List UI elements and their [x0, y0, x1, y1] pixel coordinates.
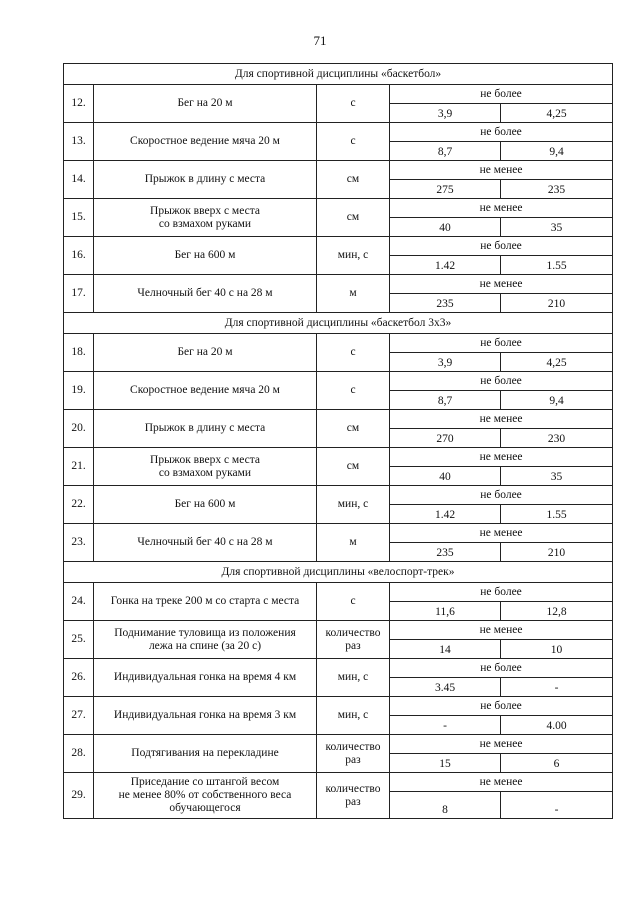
- value-girls: 1.55: [501, 505, 613, 524]
- value-girls: 4,25: [501, 353, 613, 372]
- value-girls: 35: [501, 218, 613, 237]
- value-girls: 230: [501, 429, 613, 448]
- test-name: Бег на 20 м: [94, 85, 317, 123]
- page-number: 71: [313, 33, 327, 48]
- unit: см: [317, 199, 390, 237]
- condition: не менее: [390, 161, 613, 180]
- value-boys: 3,9: [390, 353, 501, 372]
- test-name: Бег на 600 м: [94, 486, 317, 524]
- row-number: 17.: [64, 275, 94, 313]
- row-number: 21.: [64, 448, 94, 486]
- row-number: 24.: [64, 583, 94, 621]
- value-girls: 4.00: [501, 716, 613, 735]
- condition: не более: [390, 583, 613, 602]
- unit: мин, с: [317, 659, 390, 697]
- table-row: [64, 659, 613, 678]
- row-number: 19.: [64, 372, 94, 410]
- table-row: [64, 486, 613, 505]
- section-header-row: [64, 313, 613, 334]
- value-girls: 210: [501, 543, 613, 562]
- value-girls: 4,25: [501, 104, 613, 123]
- value-girls: 9,4: [501, 391, 613, 410]
- test-name: Скоростное ведение мяча 20 м: [94, 123, 317, 161]
- row-number: 12.: [64, 85, 94, 123]
- condition: не более: [390, 237, 613, 256]
- test-name: Приседание со штангой весом не менее 80% от собственного веса обучающегося: [94, 773, 317, 819]
- table-row: [64, 621, 613, 640]
- value-boys: 235: [390, 294, 501, 313]
- table-row: [64, 161, 613, 180]
- value-girls: 210: [501, 294, 613, 313]
- value-boys: 15: [390, 754, 501, 773]
- row-number: 28.: [64, 735, 94, 773]
- test-name: Скоростное ведение мяча 20 м: [94, 372, 317, 410]
- section-title: Для спортивной дисциплины «велоспорт-трек»: [64, 562, 613, 583]
- row-number: 14.: [64, 161, 94, 199]
- condition: не более: [390, 486, 613, 505]
- unit: количество раз: [317, 735, 390, 773]
- unit: с: [317, 372, 390, 410]
- condition: не более: [390, 372, 613, 391]
- unit: мин, с: [317, 486, 390, 524]
- table-row: [64, 697, 613, 716]
- section-title: Для спортивной дисциплины «баскетбол»: [64, 64, 613, 85]
- row-number: 23.: [64, 524, 94, 562]
- test-name: Бег на 600 м: [94, 237, 317, 275]
- unit: количество раз: [317, 773, 390, 819]
- value-boys: 270: [390, 429, 501, 448]
- value-boys: 235: [390, 543, 501, 562]
- test-name: Прыжок в длину с места: [94, 410, 317, 448]
- condition: не менее: [390, 524, 613, 543]
- value-boys: 40: [390, 218, 501, 237]
- test-name: Прыжок вверх с места со взмахом руками: [94, 448, 317, 486]
- condition: не менее: [390, 275, 613, 294]
- value-boys: 275: [390, 180, 501, 199]
- unit: м: [317, 524, 390, 562]
- unit: см: [317, 448, 390, 486]
- value-boys: 1.42: [390, 505, 501, 524]
- value-boys: 3,9: [390, 104, 501, 123]
- row-number: 27.: [64, 697, 94, 735]
- condition: не менее: [390, 773, 613, 792]
- value-boys: 3.45: [390, 678, 501, 697]
- test-name: Индивидуальная гонка на время 3 км: [94, 697, 317, 735]
- section-header-row: [64, 64, 613, 85]
- table-row: [64, 275, 613, 294]
- row-number: 26.: [64, 659, 94, 697]
- row-number: 18.: [64, 334, 94, 372]
- condition: не менее: [390, 199, 613, 218]
- row-number: 13.: [64, 123, 94, 161]
- value-boys: 8: [390, 792, 501, 819]
- test-name: Поднимание туловища из положения лежа на спине (за 20 с): [94, 621, 317, 659]
- value-boys: 8,7: [390, 391, 501, 410]
- unit: мин, с: [317, 237, 390, 275]
- row-number: 22.: [64, 486, 94, 524]
- unit: количество раз: [317, 621, 390, 659]
- table-row: [64, 85, 613, 104]
- table-row: [64, 583, 613, 602]
- unit: с: [317, 85, 390, 123]
- condition: не более: [390, 123, 613, 142]
- table-row: [64, 773, 613, 792]
- value-girls: 12,8: [501, 602, 613, 621]
- value-girls: 6: [501, 754, 613, 773]
- table-row: [64, 448, 613, 467]
- standards-table: [63, 63, 613, 819]
- row-number: 20.: [64, 410, 94, 448]
- value-boys: 14: [390, 640, 501, 659]
- test-name: Подтягивания на перекладине: [94, 735, 317, 773]
- condition: не более: [390, 334, 613, 353]
- unit: м: [317, 275, 390, 313]
- value-boys: 40: [390, 467, 501, 486]
- value-girls: 235: [501, 180, 613, 199]
- test-name: Прыжок в длину с места: [94, 161, 317, 199]
- test-name: Челночный бег 40 с на 28 м: [94, 524, 317, 562]
- table-row: [64, 372, 613, 391]
- section-header-row: [64, 562, 613, 583]
- row-number: 15.: [64, 199, 94, 237]
- value-girls: 1.55: [501, 256, 613, 275]
- table-row: [64, 199, 613, 218]
- condition: не менее: [390, 410, 613, 429]
- unit: с: [317, 334, 390, 372]
- value-boys: 1.42: [390, 256, 501, 275]
- value-girls: 35: [501, 467, 613, 486]
- value-boys: -: [390, 716, 501, 735]
- table-row: [64, 735, 613, 754]
- value-girls: -: [501, 792, 613, 819]
- condition: не более: [390, 85, 613, 104]
- unit: с: [317, 123, 390, 161]
- value-boys: 8,7: [390, 142, 501, 161]
- unit: см: [317, 410, 390, 448]
- row-number: 29.: [64, 773, 94, 819]
- test-name: Прыжок вверх с места со взмахом руками: [94, 199, 317, 237]
- table-row: [64, 524, 613, 543]
- condition: не менее: [390, 448, 613, 467]
- value-girls: -: [501, 678, 613, 697]
- test-name: Гонка на треке 200 м со старта с места: [94, 583, 317, 621]
- section-title: Для спортивной дисциплины «баскетбол 3х3»: [64, 313, 613, 334]
- test-name: Бег на 20 м: [94, 334, 317, 372]
- value-girls: 9,4: [501, 142, 613, 161]
- unit: мин, с: [317, 697, 390, 735]
- table-row: [64, 237, 613, 256]
- condition: не более: [390, 697, 613, 716]
- unit: см: [317, 161, 390, 199]
- condition: не менее: [390, 735, 613, 754]
- table-row: [64, 410, 613, 429]
- value-boys: 11,6: [390, 602, 501, 621]
- condition: не более: [390, 659, 613, 678]
- row-number: 25.: [64, 621, 94, 659]
- test-name: Челночный бег 40 с на 28 м: [94, 275, 317, 313]
- condition: не менее: [390, 621, 613, 640]
- test-name: Индивидуальная гонка на время 4 км: [94, 659, 317, 697]
- row-number: 16.: [64, 237, 94, 275]
- table-row: [64, 123, 613, 142]
- value-girls: 10: [501, 640, 613, 659]
- unit: с: [317, 583, 390, 621]
- table-row: [64, 334, 613, 353]
